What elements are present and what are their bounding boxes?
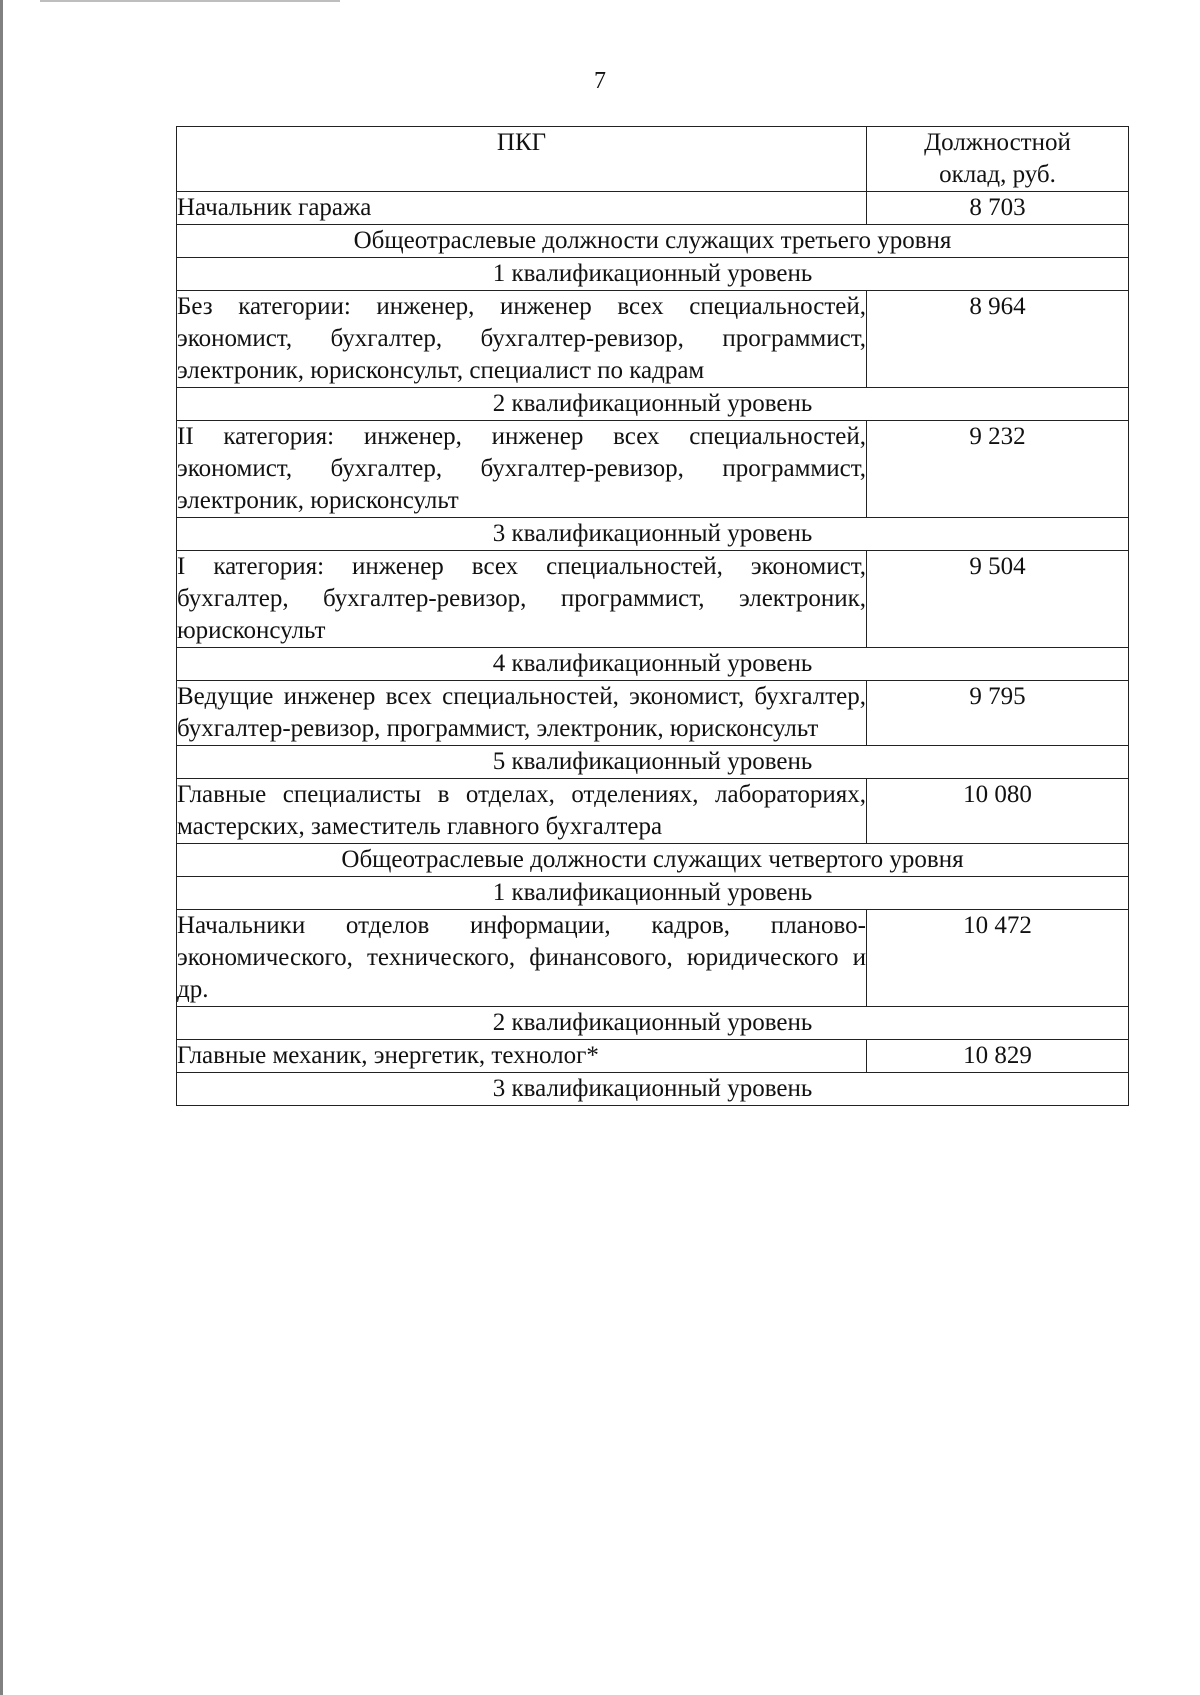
- position-cell: Главные механик, энергетик, технолог*: [177, 1040, 867, 1073]
- group-row: [177, 746, 1129, 779]
- group-label: 3 квалификационный уровень: [177, 1073, 1129, 1106]
- salary-table: [176, 126, 1129, 1106]
- group-label: 2 квалификационный уровень: [177, 1007, 1129, 1040]
- group-row: [177, 648, 1129, 681]
- position-cell: Начальник гаража: [177, 192, 867, 225]
- group-row: [177, 877, 1129, 910]
- group-label: 4 квалификационный уровень: [177, 648, 1129, 681]
- scan-top-edge-line: [40, 0, 340, 2]
- group-row: [177, 1073, 1129, 1106]
- header-pkg: ПКГ: [177, 127, 867, 192]
- group-label: 5 квалификационный уровень: [177, 746, 1129, 779]
- group-label: 3 квалификационный уровень: [177, 518, 1129, 551]
- group-label: 2 квалификационный уровень: [177, 388, 1129, 421]
- group-row: [177, 844, 1129, 877]
- group-label: 1 квалификационный уровень: [177, 877, 1129, 910]
- header-salary: [867, 127, 1129, 192]
- header-salary-label: Должностной оклад, руб.: [924, 129, 1071, 188]
- position-cell: Главные специалисты в отделах, отделениях, лабораториях, мастерских, заместитель главного бухгалтера: [177, 779, 867, 844]
- group-row: [177, 225, 1129, 258]
- table-row: [177, 910, 1129, 1007]
- position-cell: Начальники отделов информации, кадров, планово-экономического, технического, финансового, юридического и др.: [177, 910, 867, 1007]
- table-row: [177, 779, 1129, 844]
- position-cell: Ведущие инженер всех специальностей, экономист, бухгалтер, бухгалтер-ревизор, программист, электроник, юрисконсульт: [177, 681, 867, 746]
- salary-cell: 9 232: [867, 421, 1129, 518]
- position-cell: I категория: инженер всех специальностей, экономист, бухгалтер, бухгалтер-ревизор, программист, электроник, юрисконсульт: [177, 551, 867, 648]
- group-row: [177, 518, 1129, 551]
- group-row: [177, 1007, 1129, 1040]
- salary-cell: 8 703: [867, 192, 1129, 225]
- table-row: [177, 681, 1129, 746]
- group-row: [177, 258, 1129, 291]
- salary-cell: 8 964: [867, 291, 1129, 388]
- scan-edge-line: [0, 0, 3, 1695]
- table-header-row: [177, 127, 1129, 192]
- table-row: [177, 291, 1129, 388]
- page-number: 7: [594, 68, 606, 94]
- position-cell: Без категории: инженер, инженер всех специальностей, экономист, бухгалтер, бухгалтер-ревизор, программист, электроник, юрисконсульт, специалист по кадрам: [177, 291, 867, 388]
- group-label: Общеотраслевые должности служащих четвертого уровня: [177, 844, 1129, 877]
- table-row: [177, 192, 1129, 225]
- salary-cell: 10 080: [867, 779, 1129, 844]
- group-label: Общеотраслевые должности служащих третьего уровня: [177, 225, 1129, 258]
- group-row: [177, 388, 1129, 421]
- salary-cell: 9 795: [867, 681, 1129, 746]
- table-row: [177, 1040, 1129, 1073]
- salary-cell: 9 504: [867, 551, 1129, 648]
- salary-cell: 10 829: [867, 1040, 1129, 1073]
- table-row: [177, 421, 1129, 518]
- table-row: [177, 551, 1129, 648]
- salary-cell: 10 472: [867, 910, 1129, 1007]
- salary-table-body: [177, 127, 1129, 1106]
- position-cell: II категория: инженер, инженер всех специальностей, экономист, бухгалтер, бухгалтер-ревизор, программист, электроник, юрисконсульт: [177, 421, 867, 518]
- group-label: 1 квалификационный уровень: [177, 258, 1129, 291]
